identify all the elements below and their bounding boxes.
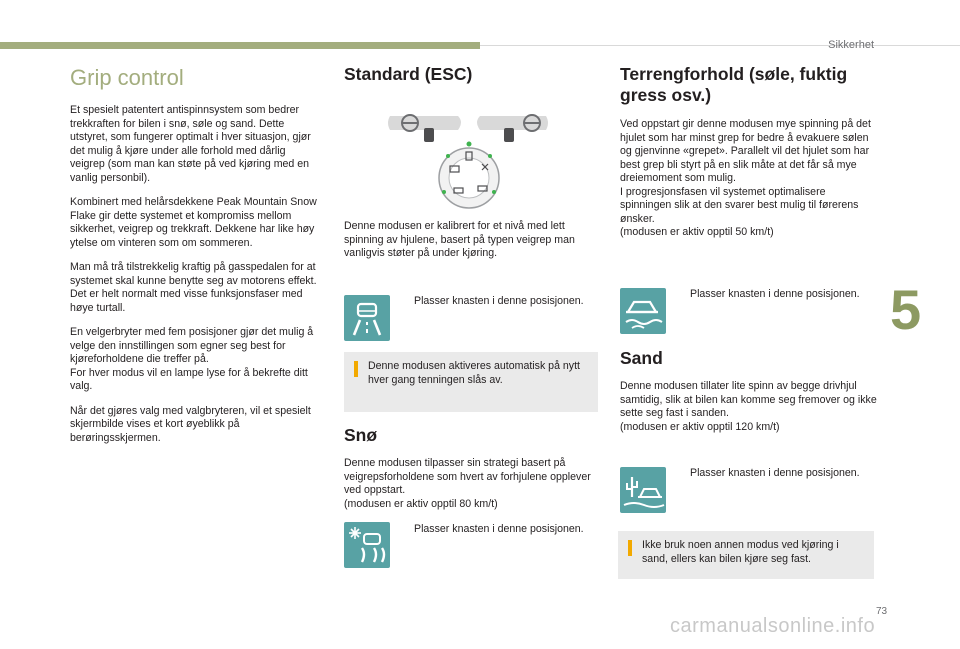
heading-terrain: Terrengforhold (søle, fuktig gress osv.) <box>620 64 848 105</box>
info-icon <box>354 361 358 377</box>
snow-instruction: Plasser knasten i denne posisjonen. <box>414 523 584 535</box>
terrain-text <box>620 118 878 240</box>
paragraph: Kombinert med helårsdekkene Peak Mountain Snow Flake gir dette systemet et kompromiss mellom sikkerhet, veigrep og trekkraft. Dekkene har like høy ytelse om vinteren som om sommeren. <box>70 196 317 249</box>
heading-standard-esc: Standard (ESC) <box>344 64 473 84</box>
sand-mode-icon <box>620 467 666 513</box>
standard-description: Denne modusen er kalibrert for et nivå med lett spinning av hjulene, basert på typen veigrep man vanligvis støter på under kjøring. <box>344 220 575 259</box>
note-text: Denne modusen aktiveres automatisk på nytt hver gang tenningen slås av. <box>368 360 580 386</box>
column-standard-esc <box>344 64 602 85</box>
sand-speed-note: (modusen er aktiv opptil 120 km/t) <box>620 421 780 433</box>
standard-mode-icon <box>344 295 390 341</box>
grip-control-dial-illustration <box>386 108 552 212</box>
sand-instruction: Plasser knasten i denne posisjonen. <box>690 467 860 479</box>
sand-description: Denne modusen tillater lite spinn av begge drivhjul samtidig, slik at bilen kan komme seg fremover og ikke sette seg fast i sanden. <box>620 380 877 419</box>
paragraph: (modusen er aktiv opptil 50 km/t) <box>620 226 774 238</box>
paragraph: Ved oppstart gir denne modusen mye spinning på det hjulet som har minst grep for bedre å evakuere sølen og gjenvinne «grepet». Parallelt vil det hjulet som har best grep bli styrt på en slik måte at det får så mye dreiemoment som mulig. <box>620 118 871 184</box>
section-label: Sikkerhet <box>828 39 874 51</box>
chapter-number: 5 <box>890 278 922 341</box>
page-title: Grip control <box>70 65 184 90</box>
watermark: carmanualsonline.info <box>670 615 876 637</box>
column-terrain <box>620 64 878 106</box>
snow-speed-note: (modusen er aktiv opptil 80 km/t) <box>344 498 498 510</box>
standard-info-note <box>344 352 598 412</box>
standard-instruction: Plasser knasten i denne posisjonen. <box>414 295 584 307</box>
column-grip-control <box>70 64 322 456</box>
snow-mode-icon <box>344 522 390 568</box>
paragraph: Når det gjøres valg med valgbryteren, vil et spesielt skjermbilde vises et kort øyeblikk på berøringsskjermen. <box>70 404 311 444</box>
heading-snow: Snø <box>344 425 378 445</box>
snow-description: Denne modusen tilpasser sin strategi basert på veigrepsforholdene som hvert av forhjulene opplever ved oppstart. <box>344 457 591 496</box>
header-divider <box>480 45 960 46</box>
info-icon <box>628 540 632 556</box>
terrain-mode-icon <box>620 288 666 334</box>
terrain-instruction: Plasser knasten i denne posisjonen. <box>690 288 860 300</box>
page-number: 73 <box>876 606 888 617</box>
paragraph: I progresjonsfasen vil systemet optimalisere spinningen slik at den svarer best mulig til førerens ønsker. <box>620 185 859 225</box>
header-accent-bar <box>0 42 480 49</box>
paragraph: Man må trå tilstrekkelig kraftig på gasspedalen for at systemet skal kunne benytte seg av motorens effekt. Det er helt normalt med visse funksjonsfaser med høye turtall. <box>70 261 317 314</box>
sand-info-note <box>618 531 874 579</box>
paragraph: Et spesielt patentert antispinnsystem som bedrer trekkraften for bilen i snø, søle og sand. Dette utstyret, som fungerer optimalt i hver situasjon, gjør det mulig å kjøre under alle forhold med dårlig veigrep (som man kan støte på ved kjøring med en vanlig personbil). <box>70 104 311 184</box>
note-text: Ikke bruk noen annen modus ved kjøring i sand, ellers kan bilen kjøre seg fast. <box>642 539 839 565</box>
heading-sand: Sand <box>620 348 663 368</box>
paragraph: En velgerbryter med fem posisjoner gjør det mulig å velge den innstillingen som egner seg best for kjøreforholdene die treffer på. <box>70 326 314 365</box>
paragraph: For hver modus vil en lampe lyse for å bekrefte ditt valg. <box>70 366 308 392</box>
